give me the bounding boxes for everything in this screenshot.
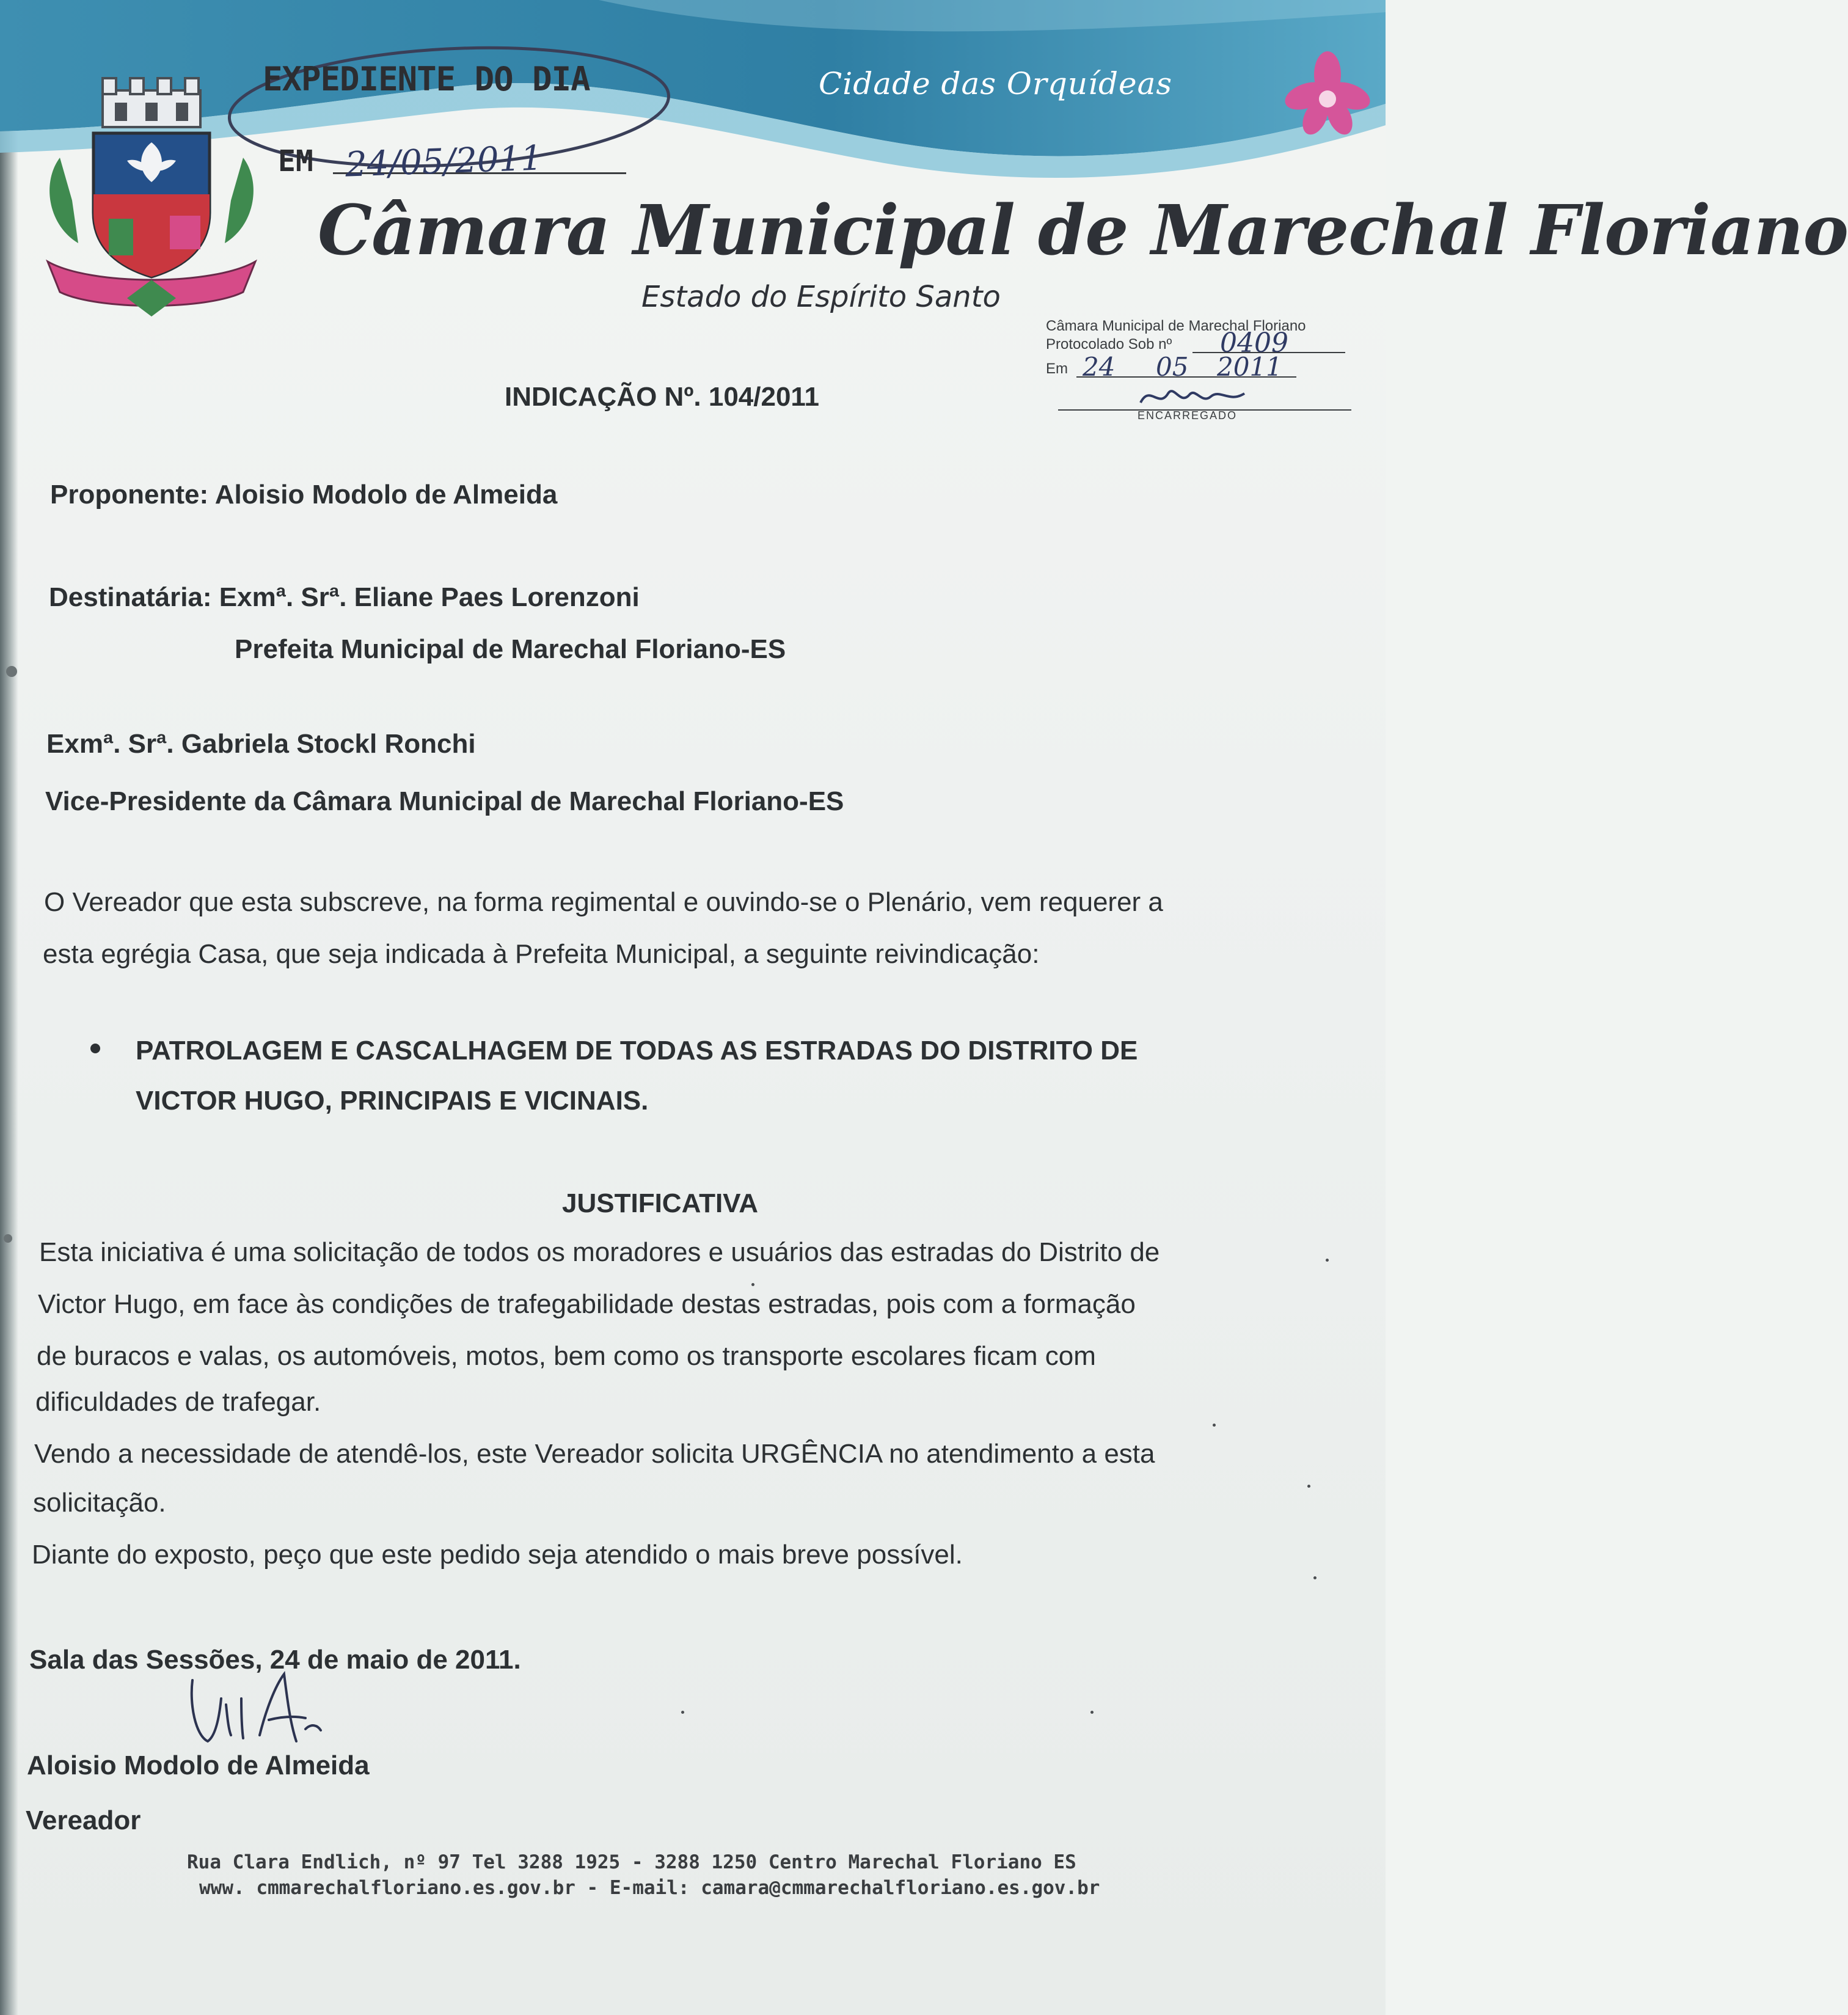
protocol-day: 24: [1083, 352, 1116, 382]
recipient: Destinatária: Exmª. Srª. Eliane Paes Lorenzoni: [49, 582, 640, 612]
dust-speck: [1307, 1485, 1310, 1488]
encarregado-label: ENCARREGADO: [1138, 409, 1238, 422]
request-bullet: [90, 1044, 100, 1053]
protocol-stamp-number-label: [1046, 336, 1172, 353]
dust-speck: [1326, 1259, 1329, 1262]
recipient-role: Prefeita Municipal de Marechal Floriano-ES: [235, 634, 786, 664]
document-title: INDICAÇÃO Nº. 104/2011: [505, 382, 819, 412]
justification-title: JUSTIFICATIVA: [562, 1188, 759, 1218]
justification-line-6: solicitação.: [33, 1488, 166, 1518]
justification-line-5: Vendo a necessidade de atendê-los, este Vereador solicita URGÊNCIA no atendimento a esta: [34, 1439, 1155, 1469]
justification-line-2: Victor Hugo, em face às condições de trafegabilidade destas estradas, pois com a formação: [38, 1289, 1136, 1319]
orchid-icon: [1282, 50, 1373, 142]
justification-line-4: dificuldades de trafegar.: [35, 1387, 321, 1417]
signer-role: Vereador: [26, 1805, 141, 1835]
protocol-number-handwritten: 0409: [1220, 327, 1288, 359]
punch-hole-mark: [4, 1234, 12, 1243]
protocol-label: Protocolado Sob nº: [1046, 336, 1172, 353]
second-recipient: Exmª. Srª. Gabriela Stockl Ronchi: [46, 729, 476, 759]
dust-speck: [1090, 1711, 1094, 1714]
proponent: Proponente: Aloisio Modolo de Almeida: [50, 480, 558, 510]
dust-speck: [1213, 1424, 1216, 1427]
protocol-year: 2011: [1217, 352, 1282, 382]
dust-speck: [681, 1711, 684, 1714]
request-line-1: PATROLAGEM E CASCALHAGEM DE TODAS AS ESTRADAS DO DISTRITO DE: [136, 1036, 1138, 1066]
request-line-2: VICTOR HUGO, PRINCIPAIS E VICINAIS.: [136, 1086, 649, 1116]
protocol-stamp-institution: Câmara Municipal de Marechal Floriano: [1046, 318, 1306, 334]
dust-speck: [751, 1283, 754, 1286]
institution-title: Câmara Municipal de Marechal Floriano: [318, 191, 1848, 271]
protocol-stamp: [1046, 318, 1364, 440]
intro-line-1: O Vereador que esta subscreve, na forma regimental e ouvindo-se o Plenário, vem requerer a: [44, 887, 1163, 917]
dust-speck: [1313, 1576, 1317, 1579]
encarregado-initials-scribble: [1138, 381, 1247, 412]
justification-line-1: Esta iniciativa é uma solicitação de todos os moradores e usuários das estradas do Distrito de: [39, 1237, 1160, 1267]
expediente-stamp-label: EXPEDIENTE DO DIA: [263, 60, 590, 98]
protocol-em-label: Em: [1046, 360, 1068, 377]
expediente-em-label: EM: [278, 144, 313, 178]
footer-address: Rua Clara Endlich, nº 97 Tel 3288 1925 - 3288 1250 Centro Marechal Floriano ES: [187, 1851, 1076, 1873]
signer-name: Aloisio Modolo de Almeida: [27, 1750, 370, 1780]
intro-line-2: esta egrégia Casa, que seja indicada à Prefeita Municipal, a seguinte reivindicação:: [43, 939, 1040, 969]
justification-line-7: Diante do exposto, peço que este pedido seja atendido o mais breve possível.: [32, 1540, 963, 1570]
page-edge-shadow: [0, 0, 18, 2015]
session-date: Sala das Sessões, 24 de maio de 2011.: [29, 1645, 521, 1675]
second-recipient-role: Vice-Presidente da Câmara Municipal de Marechal Floriano-ES: [45, 786, 844, 816]
footer-web-email: www. cmmarechalfloriano.es.gov.br - E-mail: camara@cmmarechalfloriano.es.gov.br: [199, 1877, 1100, 1899]
expediente-handwritten-date: 24/05/2011: [344, 138, 543, 185]
punch-hole-mark: [6, 666, 17, 677]
state-subtitle: Estado do Espírito Santo: [641, 280, 1001, 314]
protocol-month: 05: [1156, 352, 1189, 382]
city-tagline: Cidade das Orquídeas: [819, 66, 1173, 101]
justification-line-3: de buracos e valas, os automóveis, motos, bem como os transporte escolares ficam com: [37, 1341, 1096, 1371]
